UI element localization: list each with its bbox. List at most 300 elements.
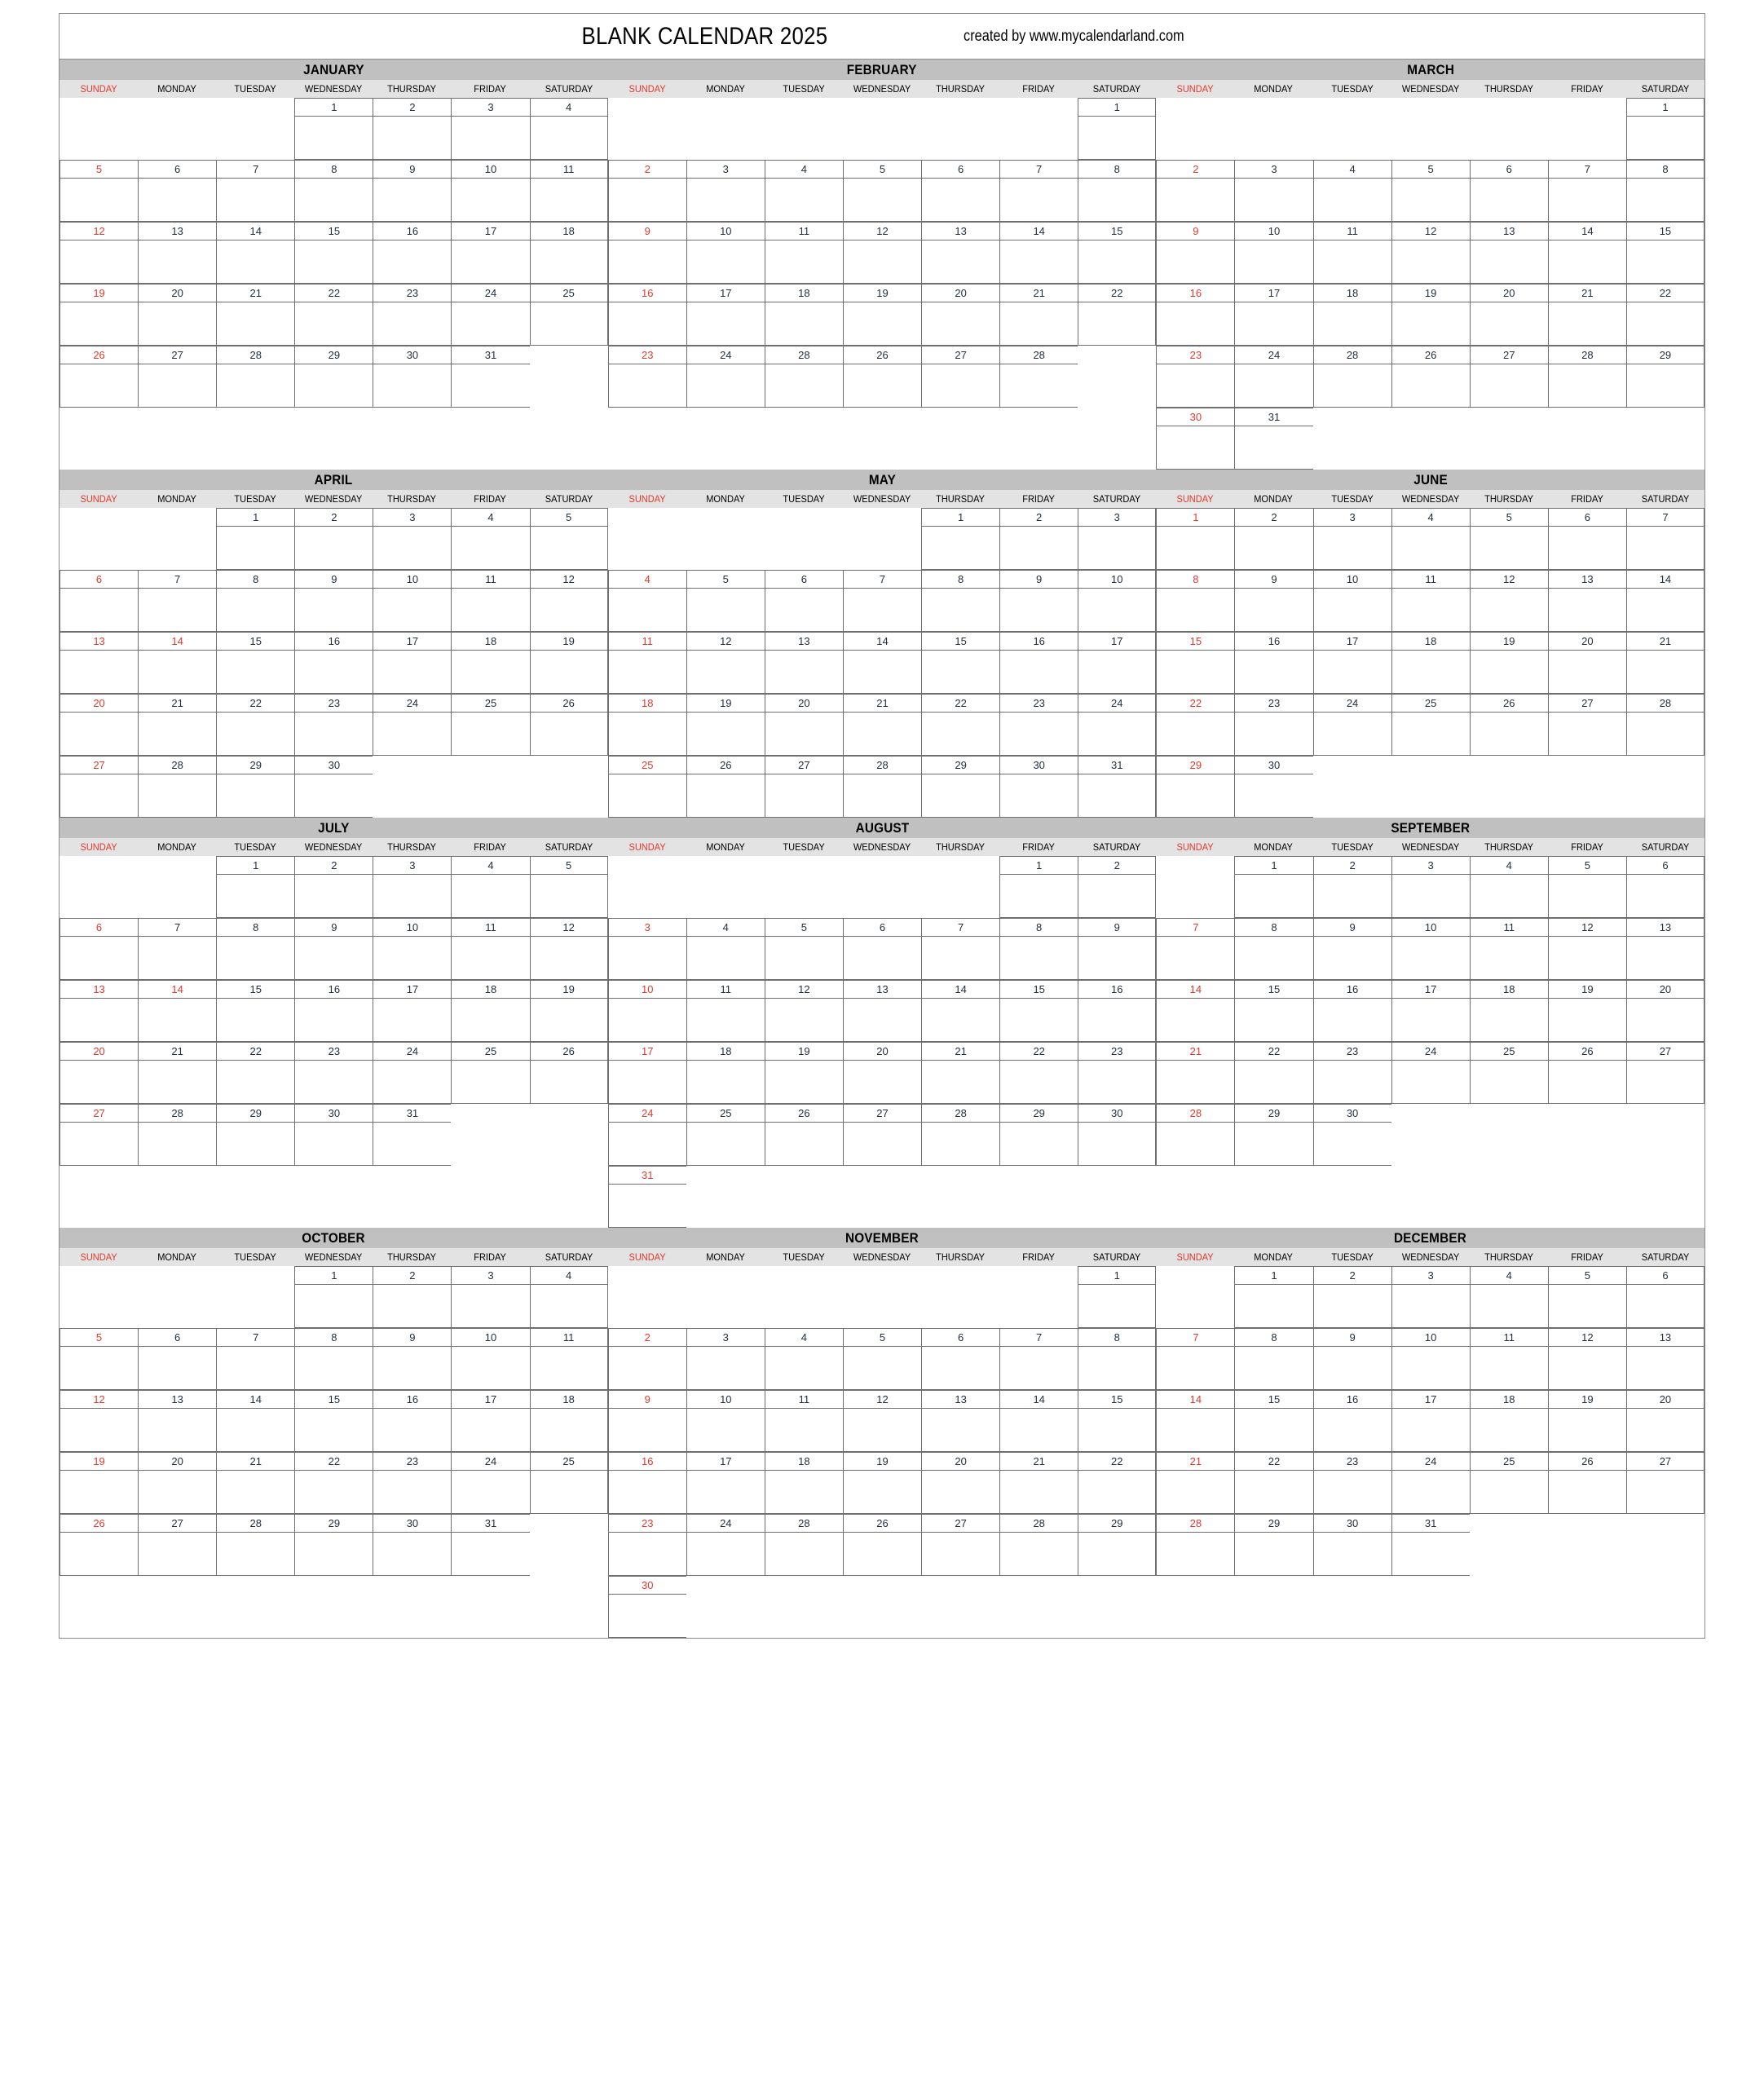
date-number[interactable]: 3 [686,160,765,179]
date-number[interactable]: 14 [921,980,999,999]
note-area[interactable] [999,1061,1078,1104]
date-number[interactable]: 29 [1078,1514,1156,1533]
date-number[interactable]: 12 [843,222,921,240]
date-number[interactable]: 3 [686,1328,765,1347]
date-number[interactable]: 29 [216,1104,294,1123]
date-number[interactable]: 15 [1626,222,1704,240]
date-number[interactable]: 16 [1313,980,1391,999]
note-area[interactable] [1078,1409,1156,1452]
date-number[interactable]: 15 [1234,1390,1312,1409]
note-area[interactable] [530,117,608,160]
note-area[interactable] [373,117,451,160]
date-number[interactable]: 8 [999,918,1078,937]
note-area[interactable] [999,713,1078,756]
note-area[interactable] [765,1123,843,1166]
date-number[interactable]: 3 [1391,856,1470,875]
date-number[interactable]: 12 [1470,570,1548,589]
date-number[interactable]: 29 [999,1104,1078,1123]
note-area[interactable] [1626,937,1704,980]
date-number[interactable]: 9 [1078,918,1156,937]
date-number[interactable]: 6 [60,570,138,589]
note-area[interactable] [451,1061,529,1104]
note-area[interactable] [138,651,216,694]
note-area[interactable] [686,1347,765,1390]
note-area[interactable] [1470,1061,1548,1104]
note-area[interactable] [686,240,765,284]
note-area[interactable] [1156,1123,1234,1166]
note-area[interactable] [294,774,373,818]
date-number[interactable]: 12 [843,1390,921,1409]
date-number[interactable]: 3 [1391,1266,1470,1285]
note-area[interactable] [1156,364,1234,408]
date-number[interactable]: 3 [608,918,686,937]
note-area[interactable] [1626,364,1704,408]
date-number[interactable]: 9 [294,918,373,937]
note-area[interactable] [1391,302,1470,346]
date-number[interactable]: 1 [1234,1266,1312,1285]
note-area[interactable] [216,999,294,1042]
date-number[interactable]: 26 [843,1514,921,1533]
date-number[interactable]: 7 [843,570,921,589]
note-area[interactable] [608,589,686,632]
date-number[interactable]: 21 [999,284,1078,302]
date-number[interactable]: 18 [451,632,529,651]
date-number[interactable]: 4 [765,160,843,179]
date-number[interactable]: 27 [921,346,999,364]
note-area[interactable] [1313,179,1391,222]
date-number[interactable]: 17 [1391,1390,1470,1409]
date-number[interactable]: 1 [1078,98,1156,117]
date-number[interactable]: 7 [1156,918,1234,937]
date-number[interactable]: 28 [216,1514,294,1533]
note-area[interactable] [60,937,138,980]
note-area[interactable] [60,1533,138,1576]
date-number[interactable]: 28 [999,1514,1078,1533]
date-number[interactable]: 13 [843,980,921,999]
date-number[interactable]: 30 [1313,1514,1391,1533]
date-number[interactable]: 28 [765,346,843,364]
date-number[interactable]: 30 [294,756,373,774]
note-area[interactable] [921,1409,999,1452]
date-number[interactable]: 18 [1470,980,1548,999]
note-area[interactable] [138,1123,216,1166]
note-area[interactable] [216,713,294,756]
date-number[interactable]: 5 [1548,856,1626,875]
date-number[interactable]: 22 [1156,694,1234,713]
date-number[interactable]: 4 [451,508,529,527]
date-number[interactable]: 22 [1078,1452,1156,1471]
date-number[interactable]: 11 [1313,222,1391,240]
note-area[interactable] [216,875,294,918]
note-area[interactable] [1078,1347,1156,1390]
note-area[interactable] [686,713,765,756]
date-number[interactable]: 20 [921,284,999,302]
note-area[interactable] [216,179,294,222]
date-number[interactable]: 8 [1234,1328,1312,1347]
date-number[interactable]: 24 [373,1042,451,1061]
date-number[interactable]: 22 [1626,284,1704,302]
date-number[interactable]: 31 [1234,408,1312,426]
note-area[interactable] [1391,527,1470,570]
note-area[interactable] [608,364,686,408]
date-number[interactable]: 10 [451,160,529,179]
note-area[interactable] [921,713,999,756]
note-area[interactable] [294,999,373,1042]
note-area[interactable] [686,774,765,818]
note-area[interactable] [843,999,921,1042]
note-area[interactable] [1234,875,1312,918]
date-number[interactable]: 9 [608,222,686,240]
note-area[interactable] [999,999,1078,1042]
note-area[interactable] [1078,117,1156,160]
note-area[interactable] [1548,875,1626,918]
note-area[interactable] [999,937,1078,980]
date-number[interactable]: 20 [60,1042,138,1061]
note-area[interactable] [1470,651,1548,694]
date-number[interactable]: 19 [765,1042,843,1061]
date-number[interactable]: 14 [138,632,216,651]
date-number[interactable]: 20 [843,1042,921,1061]
note-area[interactable] [1313,1061,1391,1104]
date-number[interactable]: 17 [686,284,765,302]
note-area[interactable] [530,1061,608,1104]
note-area[interactable] [373,1533,451,1576]
note-area[interactable] [138,179,216,222]
note-area[interactable] [530,651,608,694]
date-number[interactable]: 3 [451,1266,529,1285]
note-area[interactable] [138,240,216,284]
date-number[interactable]: 14 [1156,1390,1234,1409]
note-area[interactable] [1626,240,1704,284]
date-number[interactable]: 23 [373,1452,451,1471]
date-number[interactable]: 10 [1313,570,1391,589]
note-area[interactable] [608,302,686,346]
date-number[interactable]: 21 [843,694,921,713]
date-number[interactable]: 14 [138,980,216,999]
note-area[interactable] [1391,1471,1470,1514]
date-number[interactable]: 9 [294,570,373,589]
note-area[interactable] [373,1347,451,1390]
note-area[interactable] [294,302,373,346]
note-area[interactable] [1548,1409,1626,1452]
note-area[interactable] [1626,1409,1704,1452]
note-area[interactable] [1078,1123,1156,1166]
date-number[interactable]: 7 [1156,1328,1234,1347]
date-number[interactable]: 30 [1078,1104,1156,1123]
note-area[interactable] [1156,937,1234,980]
note-area[interactable] [608,774,686,818]
date-number[interactable]: 6 [138,1328,216,1347]
note-area[interactable] [451,527,529,570]
note-area[interactable] [294,713,373,756]
date-number[interactable]: 20 [1548,632,1626,651]
note-area[interactable] [373,589,451,632]
note-area[interactable] [921,1061,999,1104]
date-number[interactable]: 5 [843,1328,921,1347]
date-number[interactable]: 29 [294,346,373,364]
date-number[interactable]: 6 [1548,508,1626,527]
note-area[interactable] [1313,1533,1391,1576]
date-number[interactable]: 13 [60,980,138,999]
date-number[interactable]: 29 [294,1514,373,1533]
note-area[interactable] [138,1061,216,1104]
date-number[interactable]: 5 [686,570,765,589]
date-number[interactable]: 11 [451,918,529,937]
note-area[interactable] [60,651,138,694]
note-area[interactable] [1391,651,1470,694]
date-number[interactable]: 18 [686,1042,765,1061]
note-area[interactable] [686,302,765,346]
note-area[interactable] [1626,999,1704,1042]
note-area[interactable] [1234,179,1312,222]
note-area[interactable] [530,240,608,284]
date-number[interactable]: 3 [373,856,451,875]
date-number[interactable]: 15 [216,980,294,999]
date-number[interactable]: 26 [843,346,921,364]
note-area[interactable] [216,240,294,284]
date-number[interactable]: 24 [1391,1042,1470,1061]
note-area[interactable] [1313,1409,1391,1452]
note-area[interactable] [1234,1123,1312,1166]
note-area[interactable] [1391,875,1470,918]
note-area[interactable] [1234,1285,1312,1328]
date-number[interactable]: 9 [999,570,1078,589]
note-area[interactable] [530,179,608,222]
note-area[interactable] [843,713,921,756]
date-number[interactable]: 12 [530,570,608,589]
note-area[interactable] [921,240,999,284]
note-area[interactable] [1626,651,1704,694]
note-area[interactable] [1470,1409,1548,1452]
date-number[interactable]: 7 [216,160,294,179]
date-number[interactable]: 3 [1234,160,1312,179]
note-area[interactable] [921,651,999,694]
note-area[interactable] [530,589,608,632]
date-number[interactable]: 16 [999,632,1078,651]
note-area[interactable] [999,589,1078,632]
note-area[interactable] [1548,1471,1626,1514]
note-area[interactable] [1078,1533,1156,1576]
note-area[interactable] [921,1533,999,1576]
date-number[interactable]: 26 [60,346,138,364]
note-area[interactable] [1548,1347,1626,1390]
note-area[interactable] [373,1123,451,1166]
note-area[interactable] [1626,527,1704,570]
note-area[interactable] [1626,589,1704,632]
note-area[interactable] [608,999,686,1042]
date-number[interactable]: 30 [608,1576,686,1595]
note-area[interactable] [608,937,686,980]
note-area[interactable] [1156,240,1234,284]
date-number[interactable]: 13 [1626,1328,1704,1347]
date-number[interactable]: 16 [373,222,451,240]
date-number[interactable]: 27 [1470,346,1548,364]
note-area[interactable] [373,240,451,284]
note-area[interactable] [216,651,294,694]
note-area[interactable] [60,999,138,1042]
date-number[interactable]: 17 [1391,980,1470,999]
note-area[interactable] [1391,1533,1470,1576]
date-number[interactable]: 2 [608,1328,686,1347]
note-area[interactable] [1078,1061,1156,1104]
note-area[interactable] [1470,589,1548,632]
date-number[interactable]: 6 [921,160,999,179]
date-number[interactable]: 20 [1470,284,1548,302]
date-number[interactable]: 11 [608,632,686,651]
note-area[interactable] [1470,875,1548,918]
note-area[interactable] [294,1347,373,1390]
note-area[interactable] [1313,713,1391,756]
note-area[interactable] [999,1533,1078,1576]
note-area[interactable] [1234,1061,1312,1104]
date-number[interactable]: 12 [1548,918,1626,937]
note-area[interactable] [294,117,373,160]
note-area[interactable] [451,1533,529,1576]
date-number[interactable]: 17 [1234,284,1312,302]
note-area[interactable] [294,875,373,918]
date-number[interactable]: 12 [60,1390,138,1409]
note-area[interactable] [765,179,843,222]
date-number[interactable]: 10 [686,222,765,240]
note-area[interactable] [765,1061,843,1104]
note-area[interactable] [1313,999,1391,1042]
date-number[interactable]: 11 [1391,570,1470,589]
date-number[interactable]: 1 [216,856,294,875]
note-area[interactable] [373,999,451,1042]
note-area[interactable] [1313,651,1391,694]
note-area[interactable] [921,302,999,346]
note-area[interactable] [216,1347,294,1390]
note-area[interactable] [999,302,1078,346]
note-area[interactable] [530,1409,608,1452]
note-area[interactable] [608,1061,686,1104]
date-number[interactable]: 9 [1313,918,1391,937]
date-number[interactable]: 13 [138,1390,216,1409]
note-area[interactable] [451,875,529,918]
note-area[interactable] [1156,1347,1234,1390]
date-number[interactable]: 30 [1234,756,1312,774]
date-number[interactable]: 15 [216,632,294,651]
note-area[interactable] [1548,999,1626,1042]
date-number[interactable]: 13 [60,632,138,651]
date-number[interactable]: 1 [1078,1266,1156,1285]
note-area[interactable] [1078,937,1156,980]
note-area[interactable] [1391,713,1470,756]
note-area[interactable] [373,937,451,980]
date-number[interactable]: 30 [999,756,1078,774]
date-number[interactable]: 28 [999,346,1078,364]
note-area[interactable] [1234,1471,1312,1514]
note-area[interactable] [921,774,999,818]
note-area[interactable] [686,1061,765,1104]
date-number[interactable]: 14 [999,222,1078,240]
date-number[interactable]: 14 [216,222,294,240]
note-area[interactable] [1313,1285,1391,1328]
date-number[interactable]: 2 [608,160,686,179]
note-area[interactable] [1156,651,1234,694]
note-area[interactable] [1234,302,1312,346]
date-number[interactable]: 1 [294,98,373,117]
note-area[interactable] [999,364,1078,408]
date-number[interactable]: 14 [1626,570,1704,589]
date-number[interactable]: 18 [1391,632,1470,651]
date-number[interactable]: 21 [999,1452,1078,1471]
note-area[interactable] [294,937,373,980]
note-area[interactable] [843,1061,921,1104]
note-area[interactable] [765,1533,843,1576]
note-area[interactable] [1626,1061,1704,1104]
date-number[interactable]: 19 [843,1452,921,1471]
date-number[interactable]: 4 [530,1266,608,1285]
note-area[interactable] [843,589,921,632]
date-number[interactable]: 16 [294,632,373,651]
date-number[interactable]: 13 [921,222,999,240]
date-number[interactable]: 28 [843,756,921,774]
note-area[interactable] [138,1347,216,1390]
date-number[interactable]: 12 [686,632,765,651]
date-number[interactable]: 27 [138,1514,216,1533]
note-area[interactable] [843,1123,921,1166]
date-number[interactable]: 17 [451,1390,529,1409]
note-area[interactable] [1156,1061,1234,1104]
date-number[interactable]: 24 [608,1104,686,1123]
date-number[interactable]: 1 [1234,856,1312,875]
note-area[interactable] [843,240,921,284]
date-number[interactable]: 27 [921,1514,999,1533]
date-number[interactable]: 14 [843,632,921,651]
date-number[interactable]: 6 [1626,856,1704,875]
date-number[interactable]: 27 [60,1104,138,1123]
date-number[interactable]: 22 [294,1452,373,1471]
date-number[interactable]: 24 [686,1514,765,1533]
note-area[interactable] [1078,240,1156,284]
date-number[interactable]: 19 [1548,1390,1626,1409]
date-number[interactable]: 1 [294,1266,373,1285]
note-area[interactable] [999,1409,1078,1452]
date-number[interactable]: 14 [216,1390,294,1409]
note-area[interactable] [999,1471,1078,1514]
date-number[interactable]: 18 [530,222,608,240]
date-number[interactable]: 7 [921,918,999,937]
note-area[interactable] [608,1533,686,1576]
note-area[interactable] [451,937,529,980]
date-number[interactable]: 26 [765,1104,843,1123]
date-number[interactable]: 6 [921,1328,999,1347]
note-area[interactable] [843,1409,921,1452]
note-area[interactable] [1626,302,1704,346]
date-number[interactable]: 11 [530,160,608,179]
note-area[interactable] [1156,713,1234,756]
date-number[interactable]: 22 [216,694,294,713]
date-number[interactable]: 19 [686,694,765,713]
note-area[interactable] [921,1471,999,1514]
note-area[interactable] [765,651,843,694]
date-number[interactable]: 23 [999,694,1078,713]
date-number[interactable]: 8 [216,570,294,589]
date-number[interactable]: 5 [60,160,138,179]
note-area[interactable] [138,1409,216,1452]
date-number[interactable]: 16 [1156,284,1234,302]
date-number[interactable]: 21 [921,1042,999,1061]
note-area[interactable] [765,302,843,346]
note-area[interactable] [1313,1471,1391,1514]
note-area[interactable] [60,1409,138,1452]
note-area[interactable] [999,1123,1078,1166]
note-area[interactable] [1626,1471,1704,1514]
date-number[interactable]: 5 [843,160,921,179]
note-area[interactable] [451,302,529,346]
note-area[interactable] [1548,651,1626,694]
